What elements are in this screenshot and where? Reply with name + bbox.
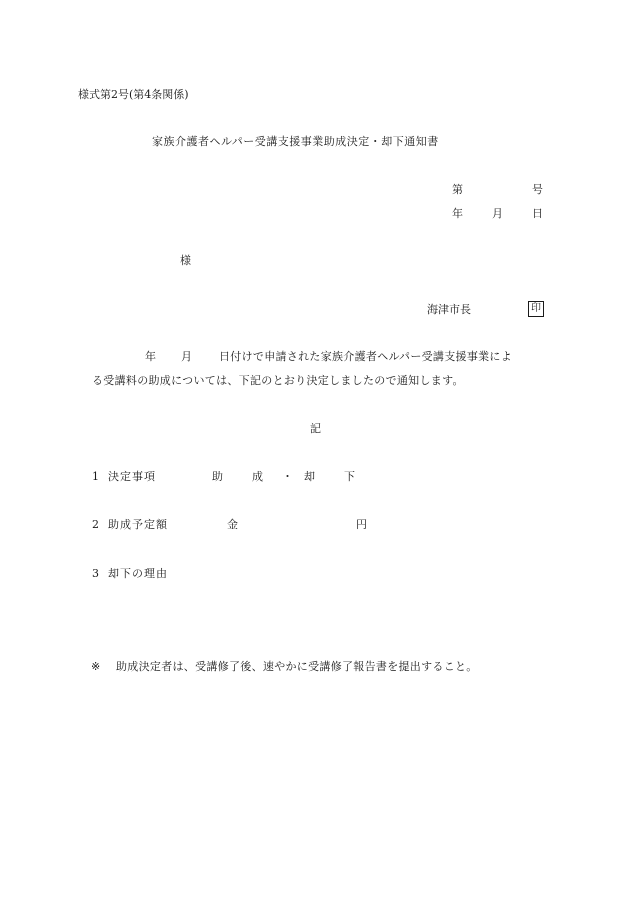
date-day-label: 日 [532,207,543,220]
issuer-title: 海津市長 [427,303,471,316]
body-month-label: 月 [181,350,192,363]
item-2-label: 助成予定額 [108,518,168,531]
item-1-label: 決定事項 [108,470,156,483]
body-text-line-1: 日付けで申請された家族介護者ヘルパー受講支援事業によ [219,350,513,363]
date-year-label: 年 [452,207,463,220]
form-number: 様式第2号(第4条関係) [78,88,189,101]
decision-grant-char-2: 成 [252,470,263,483]
amount-suffix: 円 [356,518,367,531]
amount-prefix: 金 [227,518,238,531]
ki-heading: 記 [310,422,321,435]
item-2-number: 2 [92,518,99,531]
item-3-number: 3 [92,567,99,580]
reference-go: 号 [532,183,543,196]
recipient-honorific: 様 [180,254,191,267]
decision-reject-char-1: 却 [304,470,315,483]
seal-stamp: 印 [528,301,544,317]
date-month-label: 月 [492,207,503,220]
item-1-number: 1 [92,470,99,483]
reference-dai: 第 [452,183,463,196]
note-mark: ※ [91,660,101,673]
body-text-line-2: る受講料の助成については、下記のとおり決定しましたので通知します。 [92,374,464,387]
item-3-label: 却下の理由 [108,567,168,580]
document-title: 家族介護者ヘルパー受講支援事業助成決定・却下通知書 [152,135,439,148]
decision-separator: ・ [282,470,293,483]
body-year-label: 年 [145,350,156,363]
note-text: 助成決定者は、受講修了後、速やかに受講修了報告書を提出すること。 [116,660,478,673]
decision-grant-char-1: 助 [212,470,223,483]
decision-reject-char-2: 下 [344,470,355,483]
